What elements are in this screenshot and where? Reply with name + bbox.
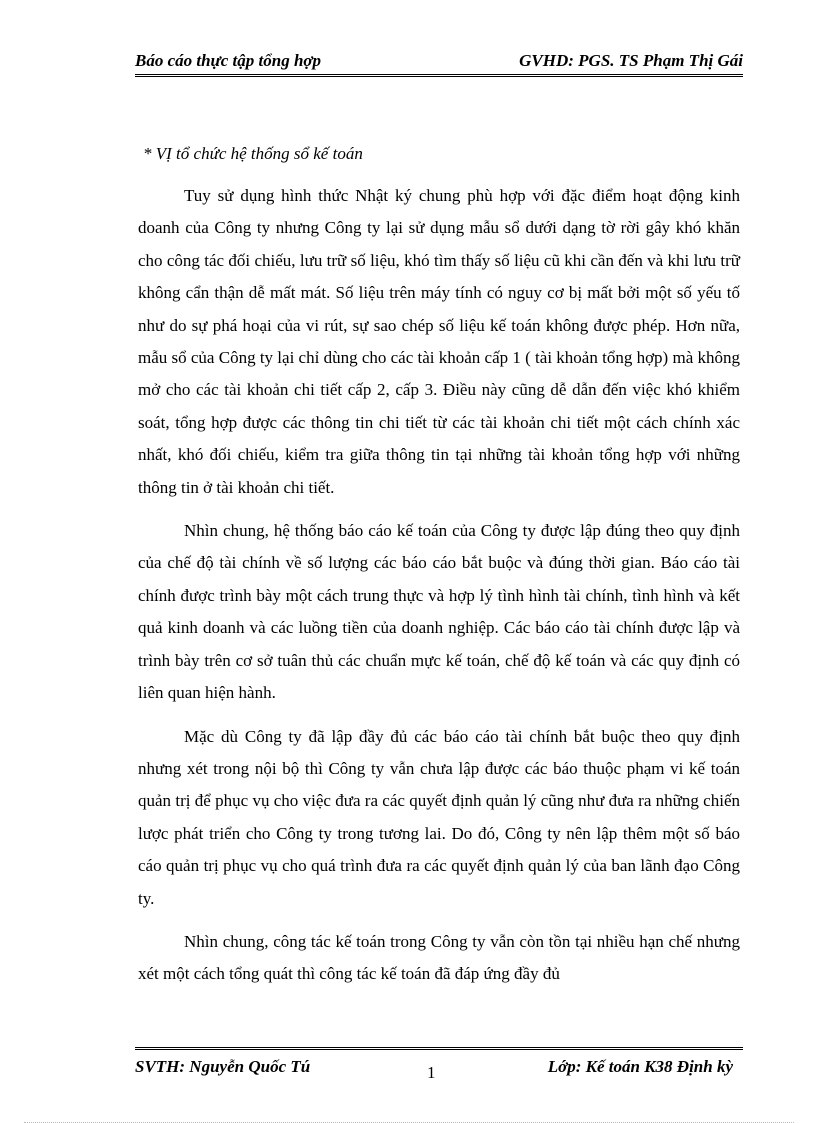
header-supervisor: GVHD: PGS. TS Phạm Thị Gái [519,51,743,70]
page-footer [135,1047,743,1084]
page-header [135,48,743,77]
paragraph: Nhìn chung, công tác kế toán trong Công ty vẫn còn tồn tại nhiều hạn chế nhưng xét một cách tổng quát thì công tác kế toán đã đáp ứng đầy đủ [138,931,740,984]
paragraph: Nhìn chung, hệ thống báo cáo kế toán của Công ty được lập đúng theo quy định của chế độ tài chính về số lượng các báo cáo bắt buộc và đúng thời gian. Báo cáo tài chính được trình bày một cách trung thực và hợp lý tình hình tài chính, tình hình và kết quả kinh doanh và các luồng tiền của doanh nghiệp. Các báo cáo tài chính được lập và trình bày trên cơ sở tuân thủ các chuẩn mực kế toán, chế độ kế toán và các quy định có liên quan hiện hành. [138,521,740,703]
footer-class: Lớp: Kế toán K38 Định kỳ [547,1057,733,1076]
footer-student: SVTH: Nguyễn Quốc Tú [135,1057,311,1076]
section-heading: * VỊ tổ chức hệ thống sổ kế toán [143,144,363,163]
paragraph: Tuy sử dụng hình thức Nhật ký chung phù hợp với đặc điểm hoạt động kinh doanh của Công ty nhưng Công ty lại sử dụng mẫu sổ dưới dạng tờ rời gây khó khăn cho công tác đối chiếu, lưu trữ số liệu, khó tìm thấy số liệu cũ khi cần đến và khi lưu trữ không cẩn thận dễ mất mát. Số liệu trên máy tính có nguy cơ bị mất bởi một số yếu tố như do sự phá hoại của vi rút, sự sao chép số liệu kế toán không được phép. Hơn nữa, mẫu sổ của Công ty lại chỉ dùng cho các tài khoản cấp 1 ( tài khoản tổng hợp) mà không mở cho các tài khoản chi tiết cấp 2, cấp 3. Điều này cũng dễ dẫn đến việc khó khiểm soát, tổng hợp được các thông tin chi tiết từ các tài khoản chi tiết một cách chính xác nhất, khó đối chiếu, kiểm tra giữa thông tin tại những tài khoản tổng hợp với những thông tin ở tài khoản chi tiết. [138,186,740,497]
page-number: 1 [427,1063,436,1082]
body-text [138,180,740,1002]
paragraph: Mặc dù Công ty đã lập đầy đủ các báo cáo tài chính bắt buộc theo quy định nhưng xét trong nội bộ thì Công ty vẫn chưa lập được các báo thuộc phạm vi kế toán quản trị để phục vụ cho việc đưa ra các quyết định quản lý cũng như đưa ra những chiến lược phát triển cho Công ty trong tương lai. Do đó, Công ty nên lập thêm một số báo cáo quản trị phục vụ cho quá trình đưa ra các quyết định quản lý của ban lãnh đạo Công ty. [138,726,740,908]
header-report-title: Báo cáo thực tập tổng hợp [135,51,322,70]
